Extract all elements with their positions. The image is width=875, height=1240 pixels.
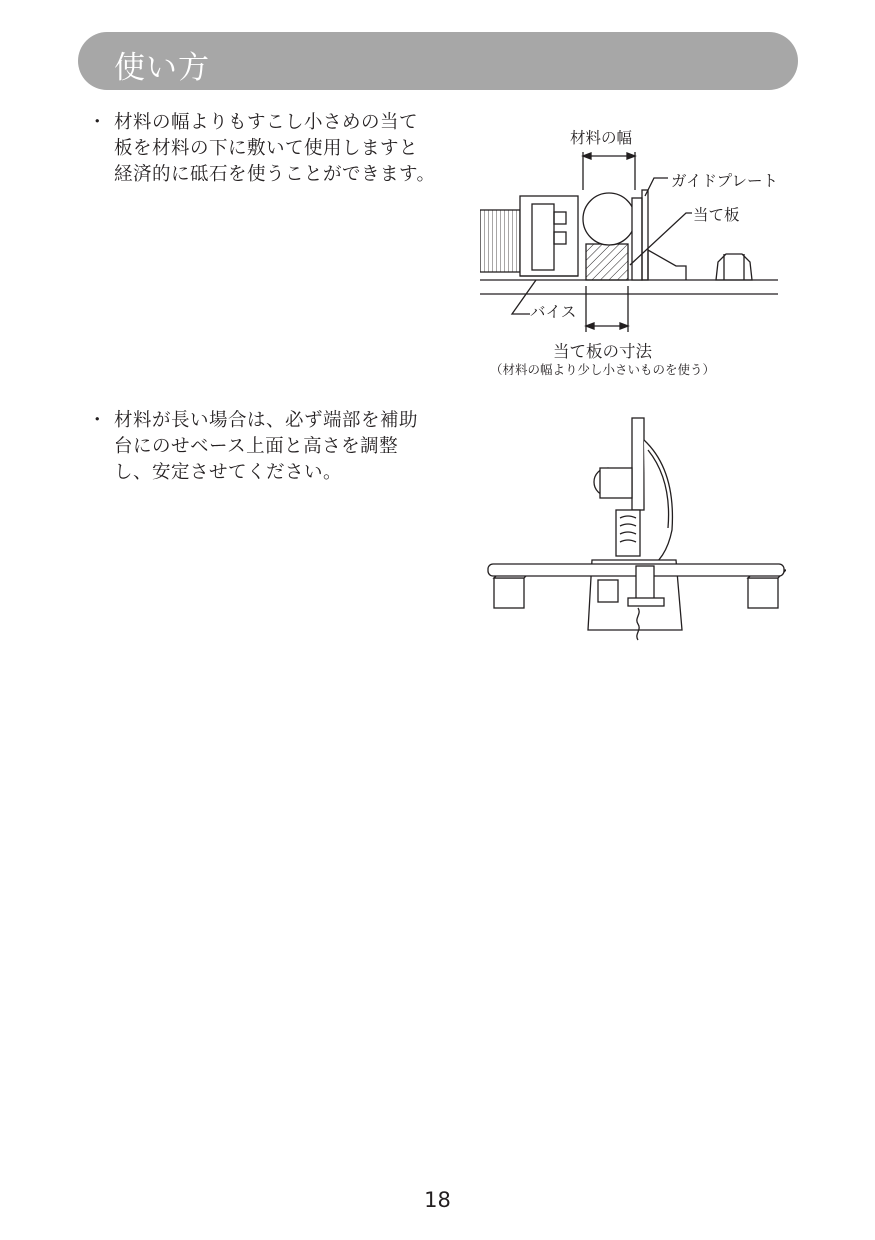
- board-dimension-label: 当て板の寸法: [553, 342, 652, 361]
- backing-board-label: 当て板: [693, 206, 740, 224]
- vise-label: バイス: [530, 303, 577, 321]
- section-header: [78, 32, 798, 90]
- bullet-marker: ・: [88, 112, 107, 133]
- instruction-line: 経済的に砥石を使うことができます。: [114, 164, 436, 185]
- board-dimension-note: （材料の幅より少し小さいものを使う）: [490, 362, 716, 377]
- instruction-line: 材料の幅よりもすこし小さめの当て: [114, 112, 419, 133]
- bullet-marker: ・: [88, 410, 107, 431]
- backing-board-diagram: [480, 120, 785, 382]
- guide-plate-label: ガイドプレート: [671, 172, 778, 190]
- instruction-line: 板を材料の下に敷いて使用しますと: [114, 138, 419, 159]
- instruction-line: 台にのせベース上面と高さを調整: [114, 436, 399, 457]
- page-number: 18: [424, 1188, 451, 1212]
- long-material-support-diagram: [486, 410, 786, 650]
- material-width-label: 材料の幅: [570, 129, 633, 147]
- cutoff-saw-illustration: [486, 410, 786, 650]
- instruction-line: 材料が長い場合は、必ず端部を補助: [114, 410, 419, 431]
- section-title: 使い方: [114, 50, 210, 86]
- instruction-line: し、安定させてください。: [114, 462, 343, 483]
